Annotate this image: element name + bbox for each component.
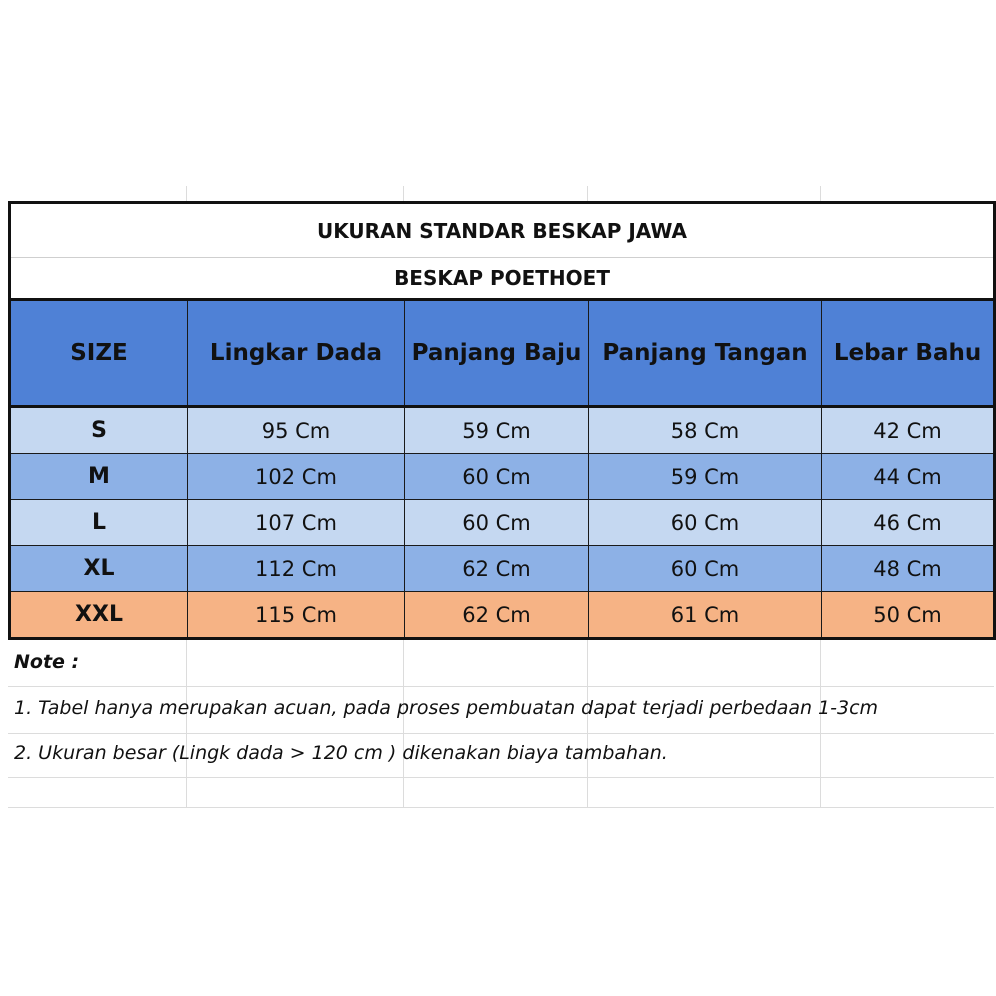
- panjang-tangan-cell: 60 Cm: [589, 500, 822, 546]
- header-panjang-baju: Panjang Baju: [405, 300, 589, 407]
- table-title: UKURAN STANDAR BESKAP JAWA: [10, 203, 995, 258]
- table-row: [10, 500, 995, 546]
- panjang-tangan-cell: 58 Cm: [589, 407, 822, 454]
- header-lebar-bahu: Lebar Bahu: [822, 300, 995, 407]
- subtitle-row: [10, 258, 995, 300]
- size-cell: XXL: [10, 592, 188, 639]
- lingkar-dada-cell: 95 Cm: [188, 407, 405, 454]
- table-row: [10, 546, 995, 592]
- lebar-bahu-cell: 46 Cm: [822, 500, 995, 546]
- header-row: [10, 300, 995, 407]
- size-chart-table: [8, 201, 996, 640]
- header-size: SIZE: [10, 300, 188, 407]
- lingkar-dada-cell: 107 Cm: [188, 500, 405, 546]
- table-row: [10, 407, 995, 454]
- panjang-tangan-cell: 60 Cm: [589, 546, 822, 592]
- size-cell: XL: [10, 546, 188, 592]
- lebar-bahu-cell: 44 Cm: [822, 454, 995, 500]
- panjang-baju-cell: 60 Cm: [405, 500, 589, 546]
- header-lingkar-dada: Lingkar Dada: [188, 300, 405, 407]
- gridline: [8, 686, 994, 687]
- table-subtitle: BESKAP POETHOET: [10, 258, 995, 300]
- header-panjang-tangan: Panjang Tangan: [589, 300, 822, 407]
- table-row: [10, 454, 995, 500]
- size-cell: S: [10, 407, 188, 454]
- size-cell: M: [10, 454, 188, 500]
- lingkar-dada-cell: 112 Cm: [188, 546, 405, 592]
- panjang-baju-cell: 62 Cm: [405, 592, 589, 639]
- lebar-bahu-cell: 48 Cm: [822, 546, 995, 592]
- note-line: 1. Tabel hanya merupakan acuan, pada proses pembuatan dapat terjadi perbedaan 1-3cm: [14, 697, 879, 719]
- panjang-tangan-cell: 59 Cm: [589, 454, 822, 500]
- note-line: 2. Ukuran besar (Lingk dada > 120 cm ) dikenakan biaya tambahan.: [14, 742, 668, 764]
- panjang-baju-cell: 60 Cm: [405, 454, 589, 500]
- panjang-baju-cell: 62 Cm: [405, 546, 589, 592]
- title-row: [10, 203, 995, 258]
- panjang-baju-cell: 59 Cm: [405, 407, 589, 454]
- gridline: [8, 733, 994, 734]
- panjang-tangan-cell: 61 Cm: [589, 592, 822, 639]
- note-heading: Note :: [14, 651, 80, 673]
- lingkar-dada-cell: 115 Cm: [188, 592, 405, 639]
- size-cell: L: [10, 500, 188, 546]
- lebar-bahu-cell: 50 Cm: [822, 592, 995, 639]
- gridline: [8, 807, 994, 808]
- lebar-bahu-cell: 42 Cm: [822, 407, 995, 454]
- gridline: [8, 777, 994, 778]
- table-row: [10, 592, 995, 639]
- lingkar-dada-cell: 102 Cm: [188, 454, 405, 500]
